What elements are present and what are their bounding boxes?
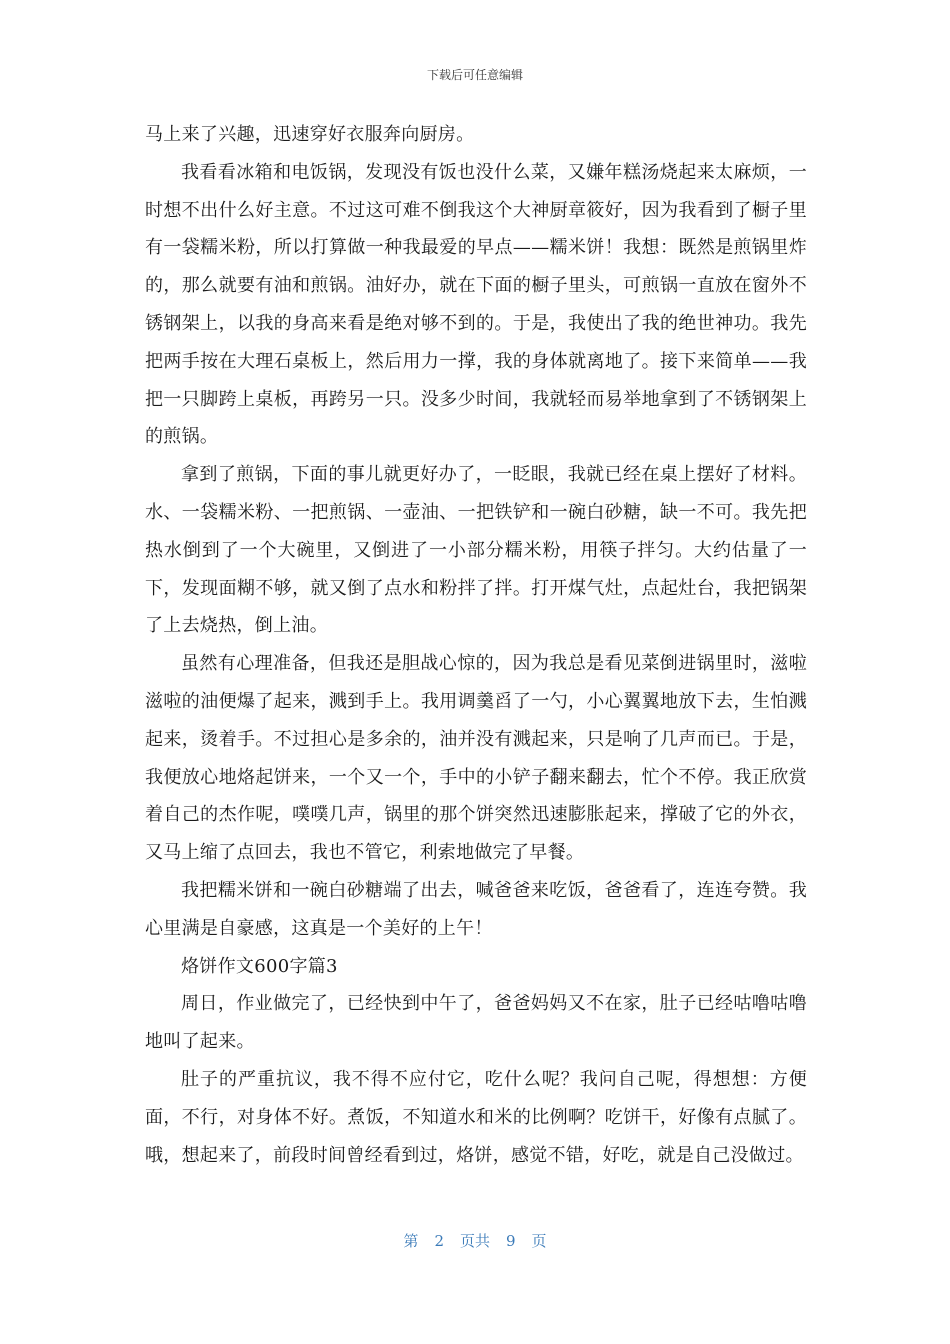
paragraph-5: 我把糯米饼和一碗白砂糖端了出去，喊爸爸来吃饭，爸爸看了，连连夸赞。我心里满是自豪感，这真是一个美好的上午！ (145, 879, 807, 939)
page-number-footer (0, 1230, 950, 1251)
paragraph-1: 马上来了兴趣，迅速穿好衣服奔向厨房。 (145, 124, 475, 145)
document-body (145, 116, 807, 1174)
footer-label-end: 页 (531, 1232, 547, 1250)
paragraph-2: 我看看冰箱和电饭锅，发现没有饭也没什么菜，又嫌年糕汤烧起来太麻烦，一时想不出什么好主意。不过这可难不倒我这个大神厨章筱好，因为我看到了橱子里有一袋糯米粉，所以打算做一种我最爱的早点——糯米饼！我想：既然是煎锅里炸的，那么就要有油和煎锅。油好办，就在下面的橱子里头，可煎锅一直放在窗外不锈钢架上，以我的身高来看是绝对够不到的。于是，我使出了我的绝世神功。我先把两手按在大理石桌板上，然后用力一撑，我的身体就离地了。接下来简单——我把一只脚跨上桌板，再跨另一只。没多少时间，我就轻而易举地拿到了不锈钢架上的煎锅。 (145, 161, 807, 448)
footer-label-page: 第 (403, 1232, 419, 1250)
paragraph-3: 拿到了煎锅，下面的事儿就更好办了，一眨眼，我就已经在桌上摆好了材料。水、一袋糯米粉、一把煎锅、一壶油、一把铁铲和一碗白砂糖，缺一不可。我先把热水倒到了一个大碗里，又倒进了一小部分糯米粉，用筷子拌匀。大约估量了一下，发现面糊不够，就又倒了点水和粉拌了拌。打开煤气灶，点起灶台，我把锅架了上去烧热，倒上油。 (145, 464, 807, 637)
section-heading: 烙饼作文600字篇3 (181, 955, 338, 977)
footer-total-pages: 9 (506, 1232, 516, 1250)
footer-current-page: 2 (434, 1232, 444, 1250)
footer-label-of: 页共 (459, 1232, 490, 1250)
paragraph-4: 虽然有心理准备，但我还是胆战心惊的，因为我总是看见菜倒进锅里时，滋啦滋啦的油便爆了起来，溅到手上。我用调羹舀了一勺，小心翼翼地放下去，生怕溅起来，烫着手。不过担心是多余的，油并没有溅起来，只是响了几声而已。于是，我便放心地烙起饼来，一个又一个，手中的小铲子翻来翻去，忙个不停。我正欣赏着自己的杰作呢，噗噗几声，锅里的那个饼突然迅速膨胀起来，撑破了它的外衣，又马上缩了点回去，我也不管它，利索地做完了早餐。 (145, 653, 807, 864)
page-header: 下载后可任意编辑 (426, 68, 523, 82)
paragraph-6: 周日，作业做完了，已经快到中午了，爸爸妈妈又不在家，肚子已经咕噜咕噜地叫了起来。 (145, 993, 807, 1053)
paragraph-7: 肚子的严重抗议，我不得不应付它，吃什么呢？我问自己呢，得想想：方便面，不行，对身体不好。煮饭，不知道水和米的比例啊？吃饼干，好像有点腻了。哦，想起来了，前段时间曾经看到过，烙饼，感觉不错，好吃，就是自己没做过。 (145, 1068, 807, 1166)
